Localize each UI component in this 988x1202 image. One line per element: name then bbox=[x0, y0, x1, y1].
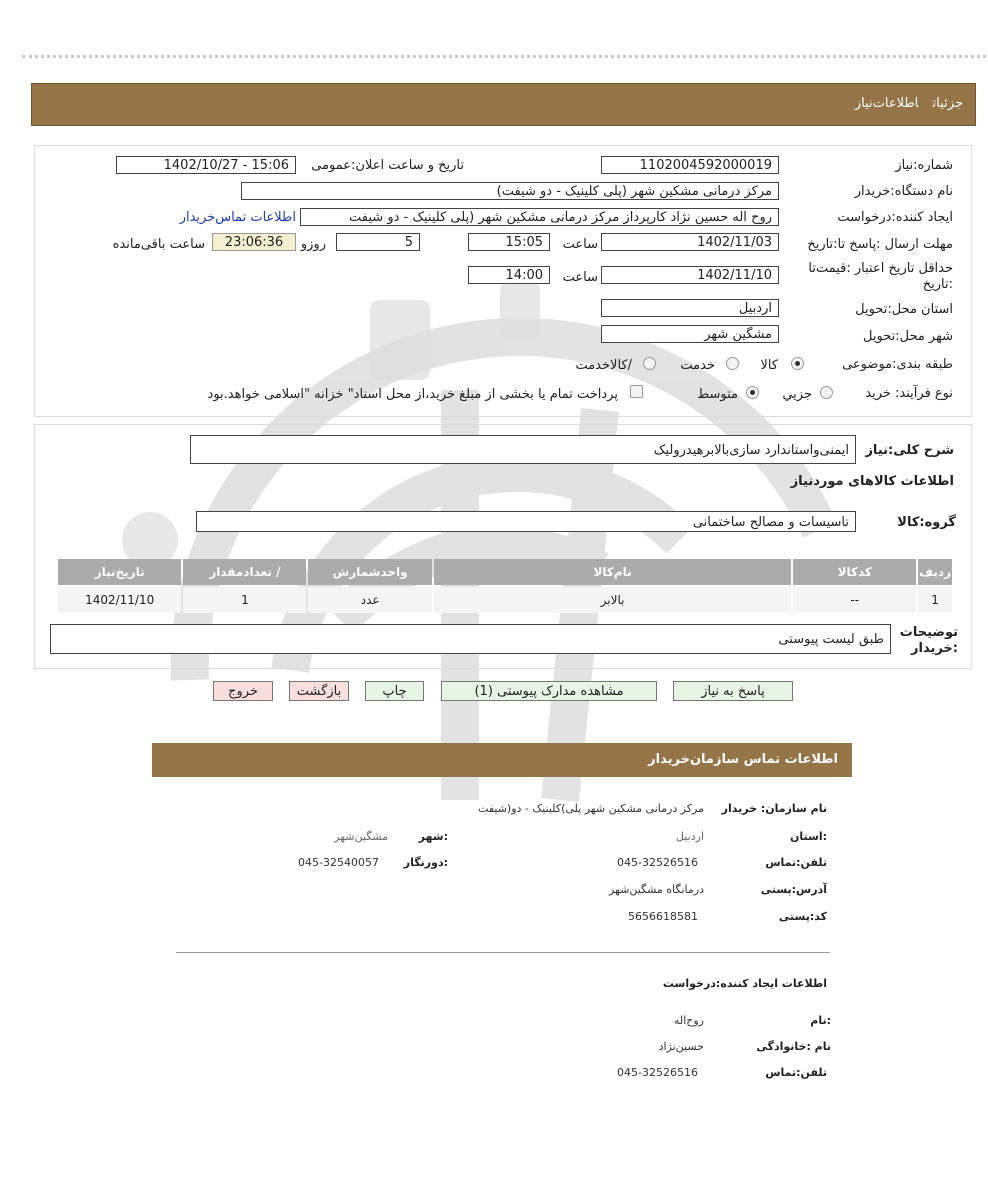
breadcrumb bbox=[841, 96, 963, 111]
category-both-radio[interactable] bbox=[643, 357, 656, 370]
creator-family-value: حسین‌نژاد bbox=[658, 1040, 704, 1053]
breadcrumb-need-info[interactable]: اطلاعات‌نیاز bbox=[854, 96, 919, 111]
need-number-field: 1102004592000019 bbox=[601, 156, 779, 174]
days-field: 5 bbox=[336, 233, 420, 251]
org-value: مرکز درمانی مشکین شهر پلی)کلینیک - دو(شیفت bbox=[478, 802, 704, 815]
print-button[interactable]: چاپ bbox=[365, 681, 424, 701]
summary-field: ایمنی‌واستاندارد سازی‌بالابرهیدرولیک bbox=[190, 435, 856, 464]
breadcrumb-details[interactable]: جزئیات bbox=[932, 96, 963, 111]
notes-label: توضیحات :خریدار bbox=[899, 625, 958, 656]
category-service-radio[interactable] bbox=[726, 357, 739, 370]
col-code: کدکالا bbox=[793, 559, 916, 585]
reply-button[interactable]: پاسخ به نیاز bbox=[673, 681, 793, 701]
province-field: اردبیل bbox=[601, 299, 779, 317]
fax-label: :دورنگار bbox=[403, 856, 448, 869]
contact-title: اطلاعات تماس سازمان‌خریدار bbox=[648, 752, 838, 767]
validity-date-field: 1402/11/10 bbox=[601, 266, 779, 284]
process-partial-radio[interactable] bbox=[820, 386, 833, 399]
need-number-label: شماره:نیاز bbox=[895, 158, 953, 173]
announce-label: تاریخ و ساعت اعلان:عمومی bbox=[311, 158, 464, 173]
remaining-timer: 23:06:36 bbox=[212, 233, 296, 251]
process-partial-label: جزیي bbox=[782, 387, 812, 402]
process-label: نوع فرآیند: خرید bbox=[865, 386, 953, 401]
back-button[interactable]: بازگشت bbox=[289, 681, 349, 701]
creator-field: روح اله حسین نژاد کارپرداز مرکز درمانی مشکین شهر (پلی کلینیک - دو شیفت bbox=[300, 208, 779, 226]
notes-field: طبق لیست پیوستی bbox=[50, 624, 891, 654]
contact-city-value: مشگین‌شهر bbox=[334, 830, 388, 843]
top-separator bbox=[22, 55, 986, 58]
postal-label: کد:پستی bbox=[778, 910, 827, 923]
creator-family-label: نام :خانوادگی bbox=[756, 1040, 831, 1053]
summary-label: شرح کلی:نیاز bbox=[865, 443, 954, 458]
deadline-time-field: 15:05 bbox=[468, 233, 550, 251]
items-table bbox=[56, 557, 954, 615]
creator-label: ایجاد کننده:درخواست bbox=[837, 210, 953, 225]
announce-field: 1402/10/27 - 15:06 bbox=[116, 156, 296, 174]
creator-phone-value: 045-32526516 bbox=[617, 1066, 698, 1079]
group-field: تاسیسات و مصالح ساختمانی bbox=[196, 511, 856, 532]
contact-header bbox=[152, 743, 852, 777]
col-row: ردیف bbox=[918, 559, 952, 585]
contact-phone-value: 045-32526516 bbox=[617, 856, 698, 869]
address-label: آدرس:پستی bbox=[760, 883, 827, 896]
col-unit: واحدشمارش bbox=[308, 559, 431, 585]
exit-button[interactable]: خروج bbox=[213, 681, 273, 701]
attachments-button[interactable]: مشاهده مدارک پیوستی (1) bbox=[441, 681, 657, 701]
table-row bbox=[58, 587, 952, 613]
items-table-header bbox=[58, 559, 952, 585]
days-label: روزو bbox=[300, 237, 326, 252]
province-label: استان محل:تحویل bbox=[855, 302, 953, 317]
creator-name-value: روح‌اله bbox=[673, 1014, 704, 1027]
contact-province-value: اردبیل bbox=[676, 830, 704, 843]
cell-qty: 1 bbox=[183, 587, 306, 613]
validity-time-field: 14:00 bbox=[468, 266, 550, 284]
postal-value: 5656618581 bbox=[628, 910, 698, 923]
cell-name: بالابر bbox=[434, 587, 792, 613]
address-value: درمانگاه مشگین‌شهر bbox=[608, 883, 704, 896]
col-qty: / تعدادمقدار bbox=[183, 559, 306, 585]
buyer-contact-link[interactable]: اطلاعات تماس‌خریدار bbox=[179, 210, 296, 225]
remaining-label: ساعت باقی‌مانده bbox=[112, 237, 205, 252]
cell-row: 1 bbox=[918, 587, 952, 613]
validity-label: حداقل تاریخ اعتبار :قیمت‌تا :تاریخ bbox=[808, 261, 953, 292]
city-field: مشگین شهر bbox=[601, 325, 779, 343]
cell-date: 1402/11/10 bbox=[58, 587, 181, 613]
group-label: گروه:کالا bbox=[897, 515, 956, 530]
process-medium-radio[interactable] bbox=[746, 386, 759, 399]
creator-phone-label: تلفن:تماس bbox=[765, 1066, 827, 1079]
creator-name-label: :نام bbox=[810, 1014, 831, 1027]
category-goods-label: کالا bbox=[760, 358, 778, 373]
category-service-label: خدمت bbox=[680, 358, 715, 373]
category-label: طبقه بندی:موضوعی bbox=[842, 357, 953, 372]
contact-phone-label: تلفن:تماس bbox=[765, 856, 827, 869]
category-goods-radio[interactable] bbox=[791, 357, 804, 370]
validity-time-label: ساعت bbox=[562, 270, 598, 285]
fax-value: 045-32540057 bbox=[298, 856, 379, 869]
section-divider bbox=[176, 952, 830, 953]
buyer-label: نام دستگاه:خریدار bbox=[854, 184, 953, 199]
city-label: شهر محل:تحویل bbox=[863, 329, 953, 344]
creator-info-title: اطلاعات ایجاد کننده:درخواست bbox=[662, 977, 827, 990]
buyer-field: مرکز درمانی مشکین شهر (پلی کلینیک - دو شیفت) bbox=[241, 182, 779, 200]
deadline-date-field: 1402/11/03 bbox=[601, 233, 779, 251]
deadline-label: مهلت ارسال :پاسخ تا:تاریخ bbox=[807, 237, 953, 252]
header-bar bbox=[31, 83, 976, 126]
deadline-time-label: ساعت bbox=[562, 237, 598, 252]
process-medium-label: متوسط bbox=[697, 387, 738, 402]
contact-city-label: :شهر bbox=[418, 830, 448, 843]
org-label: نام سازمان: خریدار bbox=[721, 802, 827, 815]
goods-title: اطلاعات کالاهای مورد‌نیاز bbox=[790, 474, 954, 489]
cell-code: -- bbox=[793, 587, 916, 613]
cell-unit: عدد bbox=[308, 587, 431, 613]
category-both-label: /کالاخدمت bbox=[575, 358, 632, 373]
payment-checkbox[interactable] bbox=[630, 385, 643, 398]
contact-province-label: :استان bbox=[790, 830, 827, 843]
col-date: تاریخ‌نیاز bbox=[58, 559, 181, 585]
payment-note: پرداخت تمام یا بخشی از مبلغ خرید،از محل اسناد" خزانه "اسلامی خواهد.بود bbox=[207, 387, 618, 402]
col-name: نام‌کالا bbox=[434, 559, 792, 585]
